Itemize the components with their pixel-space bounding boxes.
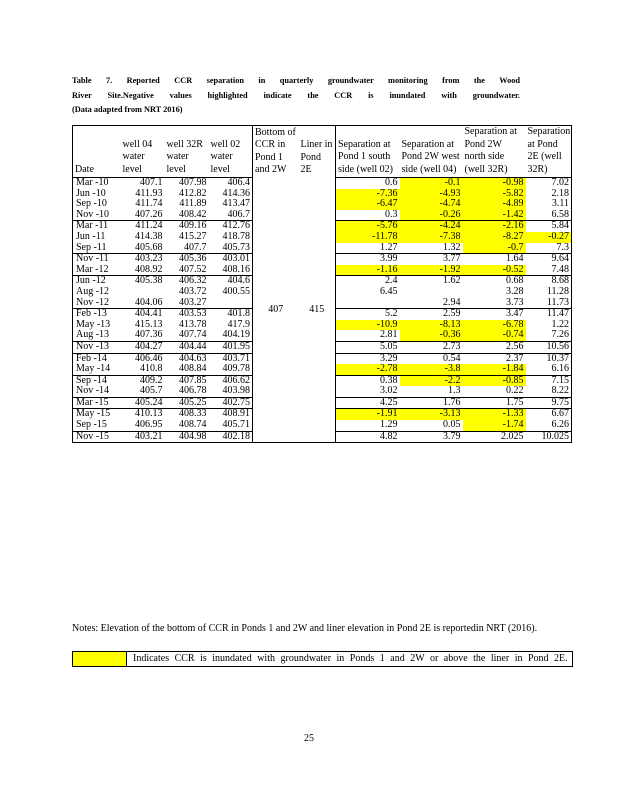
cell-sep-2w-west: -4.24 <box>400 221 463 232</box>
caption-line-1: Table 7. Reported CCR separation in quarterly groundwater monitoring from the Wood <box>72 76 520 85</box>
cell-well-32r: 403.72 <box>179 285 207 297</box>
cell-sep-2w-west: -1.92 <box>400 265 463 276</box>
cell-sep-2e: 1.22 <box>526 320 572 331</box>
cell-sep-2w-west: -7.38 <box>400 232 463 243</box>
cell-well-04 <box>121 287 165 298</box>
header-sep-2w-north: Separation at Pond 2W north side (well 32R) <box>463 126 526 178</box>
cell-well-02: 412.76 <box>209 221 253 232</box>
cell-sep-2e: 6.67 <box>526 409 572 420</box>
cell-sep-2w-west: -4.93 <box>400 189 463 200</box>
cell-sep-2w-west: 0.54 <box>400 353 463 364</box>
cell-well-32r: 407.74 <box>179 329 207 341</box>
cell-sep-pond-1: -1.16 <box>336 265 400 276</box>
cell-sep-2e: 7.26 <box>526 330 572 341</box>
highlight-legend <box>72 651 573 667</box>
cell-date: Mar -11 <box>73 221 121 232</box>
header-sep-2e: Separation at Pond 2E (well 32R) <box>526 126 572 178</box>
cell-date: Jun -11 <box>73 232 121 243</box>
cell-well-04: 414.38 <box>135 230 163 242</box>
cell-well-02: 408.91 <box>209 409 253 420</box>
cell-well-04: 404.27 <box>121 341 165 353</box>
cell-sep-pond-1: -1.91 <box>336 409 400 420</box>
cell-well-32r: 406.78 <box>179 385 207 397</box>
cell-date: Nov -11 <box>73 254 121 265</box>
cell-sep-pond-1: 3.02 <box>336 386 400 397</box>
cell-well-32r: 408.33 <box>165 409 209 420</box>
header-bottom-ccr: Bottom of CCR in Pond 1 and 2W <box>253 126 299 178</box>
cell-date: Aug -12 <box>73 287 121 298</box>
groundwater-separation-table <box>72 125 572 443</box>
cell-sep-2w-west: -3.13 <box>400 409 463 420</box>
cell-date: Jun -12 <box>73 276 121 287</box>
cell-sep-pond-1: 0.38 <box>336 375 400 386</box>
cell-well-02: 409.78 <box>222 363 250 375</box>
cell-well-32r: 407.7 <box>184 241 207 253</box>
cell-date: Feb -14 <box>73 353 121 364</box>
cell-well-02: 402.75 <box>209 397 253 409</box>
cell-bottom-ccr: 407 <box>253 178 299 443</box>
caption-line-3: (Data adapted from NRT 2016) <box>72 105 183 114</box>
cell-sep-pond-1: -2.78 <box>336 364 400 375</box>
cell-well-32r: 412.82 <box>179 187 207 199</box>
cell-well-32r: 404.98 <box>165 431 209 443</box>
cell-well-32r: 405.36 <box>165 254 209 265</box>
cell-well-32r: 415.27 <box>179 230 207 242</box>
cell-sep-2w-north: -1.74 <box>463 420 526 431</box>
cell-well-02: 414.36 <box>222 187 250 199</box>
cell-well-04: 404.41 <box>121 309 165 320</box>
cell-well-04: 410.13 <box>121 409 165 420</box>
cell-well-04: 407.26 <box>135 208 163 220</box>
cell-sep-2e: -0.27 <box>526 232 572 243</box>
cell-sep-2w-north: 0.68 <box>463 276 526 287</box>
table-notes: Notes: Elevation of the bottom of CCR in Ponds 1 and 2W and liner elevation in Pond 2E is reportedin NRT (2016). <box>72 623 538 634</box>
cell-date: Nov -12 <box>73 298 121 309</box>
cell-well-32r: 408.42 <box>179 208 207 220</box>
cell-well-32r: 404.44 <box>165 341 209 353</box>
cell-sep-2e: 9.64 <box>526 254 572 265</box>
cell-well-32r: 407.52 <box>179 263 207 275</box>
header-sep-2w-west: Separation at Pond 2W west side (well 04) <box>400 126 463 178</box>
cell-sep-2w-west: -4.74 <box>400 199 463 210</box>
cell-well-02: 418.78 <box>222 230 250 242</box>
cell-sep-2w-north: 3.47 <box>463 309 526 320</box>
cell-well-02: 403.01 <box>209 254 253 265</box>
cell-well-04: 406.95 <box>135 419 163 431</box>
cell-sep-2w-north: -5.82 <box>463 189 526 200</box>
cell-sep-2e: 9.75 <box>526 397 572 409</box>
cell-date: Nov -10 <box>73 210 121 221</box>
cell-date: May -15 <box>73 409 121 420</box>
cell-well-32r: 413.78 <box>179 318 207 330</box>
cell-well-32r: 404.63 <box>165 353 209 364</box>
cell-date: Mar -10 <box>73 178 121 189</box>
header-well-32r: well 32R water level <box>165 126 209 178</box>
cell-sep-2e: 7.15 <box>526 375 572 386</box>
cell-sep-2e: 10.025 <box>526 431 572 443</box>
cell-well-02: 404.19 <box>222 329 250 341</box>
cell-sep-2w-north: -1.42 <box>463 210 526 221</box>
cell-sep-2e: 7.48 <box>526 265 572 276</box>
cell-sep-2w-north: 2.56 <box>463 341 526 353</box>
cell-sep-2w-west: 1.62 <box>400 276 463 287</box>
cell-sep-2w-north: -0.52 <box>463 265 526 276</box>
cell-sep-2w-north: -1.33 <box>463 409 526 420</box>
cell-well-04: 409.2 <box>121 375 165 386</box>
cell-well-02: 404.6 <box>209 276 253 287</box>
cell-sep-2e: 10.56 <box>526 341 572 353</box>
cell-date: Jun -10 <box>73 189 121 200</box>
cell-well-04: 407.1 <box>121 178 165 189</box>
cell-sep-2w-north: -6.78 <box>463 320 526 331</box>
cell-sep-2w-west: -3.8 <box>400 364 463 375</box>
cell-well-32r: 406.32 <box>165 276 209 287</box>
cell-well-04: 411.74 <box>135 198 163 210</box>
cell-well-02: 402.18 <box>209 431 253 443</box>
cell-sep-2w-west: 1.76 <box>400 397 463 409</box>
cell-date: Nov -13 <box>73 341 121 353</box>
cell-date: Sep -15 <box>73 420 121 431</box>
cell-sep-pond-1: 4.25 <box>336 397 400 409</box>
cell-sep-2e: 6.16 <box>526 364 572 375</box>
header-liner: Liner in Pond 2E <box>299 126 336 178</box>
cell-sep-2e: 10.37 <box>526 353 572 364</box>
cell-well-04: 408.92 <box>135 263 163 275</box>
cell-well-02: 405.73 <box>222 241 250 253</box>
table-caption <box>72 74 520 118</box>
cell-well-32r: 407.98 <box>165 178 209 189</box>
cell-sep-2w-west: -8.13 <box>400 320 463 331</box>
cell-sep-2w-west: -2.2 <box>400 375 463 386</box>
cell-well-32r: 409.16 <box>165 221 209 232</box>
cell-sep-2w-west: 3.77 <box>400 254 463 265</box>
cell-well-02: 408.16 <box>222 263 250 275</box>
cell-sep-2w-west: 0.05 <box>443 419 461 431</box>
cell-date: Mar -15 <box>73 397 121 409</box>
cell-well-02: 406.7 <box>227 208 250 220</box>
cell-sep-pond-1: -6.47 <box>336 199 400 210</box>
cell-well-04: 405.24 <box>121 397 165 409</box>
cell-sep-pond-1: 3.29 <box>336 353 400 364</box>
cell-well-02: 406.4 <box>209 178 253 189</box>
cell-sep-2e: 8.22 <box>526 386 572 397</box>
cell-sep-pond-1: -5.76 <box>336 221 400 232</box>
cell-well-04: 411.24 <box>121 221 165 232</box>
cell-date: May -14 <box>73 364 121 375</box>
cell-sep-2w-west: 3.79 <box>400 431 463 443</box>
cell-sep-2w-north: -0.7 <box>463 243 526 254</box>
cell-well-02: 403.98 <box>222 385 250 397</box>
cell-date: Mar -12 <box>73 265 121 276</box>
legend-text: Indicates CCR is inundated with groundwater in Ponds 1 and 2W or above the liner in Pond 2E. <box>133 653 568 664</box>
cell-well-04: 405.38 <box>121 276 165 287</box>
cell-date: May -13 <box>73 320 121 331</box>
cell-date: Feb -13 <box>73 309 121 320</box>
cell-well-32r: 403.53 <box>165 309 209 320</box>
cell-sep-pond-1: 2.81 <box>336 330 400 341</box>
cell-sep-2w-west: 2.59 <box>400 309 463 320</box>
cell-well-04: 407.36 <box>135 329 163 341</box>
caption-line-2: River Site.Negative values highlighted indicate the CCR is inundated with groundwater. <box>72 90 520 100</box>
cell-sep-2e: 3.11 <box>526 199 572 210</box>
cell-date: Sep -10 <box>73 199 121 210</box>
legend-swatch <box>73 652 127 666</box>
cell-sep-2w-west: -0.36 <box>400 330 463 341</box>
cell-sep-2e: 11.28 <box>526 287 572 298</box>
cell-sep-pond-1: 0.3 <box>336 210 400 221</box>
header-well-02: well 02 water level <box>209 126 253 178</box>
cell-sep-2w-north: 3.73 <box>506 296 524 308</box>
cell-well-04: 403.21 <box>121 431 165 443</box>
cell-date: Aug -13 <box>73 330 121 341</box>
table-row <box>73 178 572 189</box>
cell-sep-2e: 11.73 <box>526 298 572 309</box>
cell-sep-2w-north: -4.89 <box>463 199 526 210</box>
cell-sep-2e: 6.58 <box>526 210 572 221</box>
cell-sep-2w-north: -0.85 <box>463 375 526 386</box>
cell-well-04: 415.13 <box>135 318 163 330</box>
page-number: 25 <box>304 733 314 744</box>
cell-well-32r: 403.27 <box>179 296 207 308</box>
cell-well-32r: 408.84 <box>179 363 207 375</box>
cell-sep-pond-1: 5.05 <box>336 341 400 353</box>
cell-sep-2w-north: -8.27 <box>463 232 526 243</box>
cell-well-02: 413.47 <box>222 198 250 210</box>
header-well-04: well 04 water level <box>121 126 165 178</box>
cell-sep-2w-west: 1.32 <box>443 241 461 253</box>
cell-sep-pond-1: -11.78 <box>336 232 400 243</box>
cell-well-04: 410.8 <box>140 363 163 375</box>
cell-sep-2w-west <box>400 287 463 298</box>
cell-sep-pond-1: -7.36 <box>336 189 400 200</box>
cell-date: Nov -14 <box>73 386 121 397</box>
cell-sep-2w-west: 2.94 <box>443 296 461 308</box>
cell-well-04: 411.93 <box>135 187 163 199</box>
cell-well-32r: 408.74 <box>179 419 207 431</box>
cell-sep-2w-north: 2.025 <box>463 431 526 443</box>
cell-well-04: 406.46 <box>121 353 165 364</box>
cell-sep-2w-west: -0.1 <box>400 178 463 189</box>
cell-sep-2e: 8.68 <box>526 276 572 287</box>
cell-sep-pond-1: 2.4 <box>336 276 400 287</box>
cell-well-02: 400.55 <box>222 285 250 297</box>
cell-sep-pond-1: 0.6 <box>336 178 400 189</box>
cell-sep-2e: 2.18 <box>526 189 572 200</box>
cell-sep-pond-1 <box>336 298 400 309</box>
cell-sep-2w-north: -0.98 <box>463 178 526 189</box>
cell-sep-pond-1: 1.27 <box>336 243 400 254</box>
cell-well-02: 406.62 <box>209 375 253 386</box>
cell-sep-2e: 11.47 <box>526 309 572 320</box>
cell-sep-2w-north: -1.84 <box>463 364 526 375</box>
cell-sep-2w-north: -0.74 <box>463 330 526 341</box>
cell-sep-2w-north: 0.22 <box>506 385 524 397</box>
cell-sep-pond-1: 4.82 <box>336 431 400 443</box>
cell-sep-2e: 5.84 <box>526 221 572 232</box>
cell-sep-2w-west: 2.73 <box>400 341 463 353</box>
cell-sep-2w-north: -2.16 <box>463 221 526 232</box>
cell-sep-2w-north: 1.64 <box>463 254 526 265</box>
cell-sep-2e: 7.3 <box>526 243 572 254</box>
cell-sep-pond-1: 3.99 <box>336 254 400 265</box>
cell-sep-pond-1: 1.29 <box>336 420 400 431</box>
cell-sep-2w-north: 3.28 <box>506 285 524 297</box>
cell-well-04: 403.23 <box>121 254 165 265</box>
cell-well-32r: 407.85 <box>165 375 209 386</box>
cell-well-02 <box>209 298 253 309</box>
cell-sep-pond-1: 6.45 <box>336 287 400 298</box>
cell-liner: 415 <box>299 178 336 443</box>
header-sep-pond-1: Separation at Pond 1 south side (well 02) <box>336 126 400 178</box>
cell-well-02: 417.9 <box>227 318 250 330</box>
cell-sep-2w-north: 1.75 <box>463 397 526 409</box>
cell-sep-2w-north: 2.37 <box>463 353 526 364</box>
cell-well-02: 405.71 <box>222 419 250 431</box>
cell-well-02: 401.95 <box>209 341 253 353</box>
cell-sep-2e: 6.26 <box>526 420 572 431</box>
cell-date: Sep -11 <box>73 243 121 254</box>
cell-sep-2w-west: -0.26 <box>400 210 463 221</box>
cell-well-04: 405.68 <box>135 241 163 253</box>
cell-well-04: 405.7 <box>140 385 163 397</box>
cell-well-04: 404.06 <box>135 296 163 308</box>
cell-sep-2w-west: 1.3 <box>448 385 461 397</box>
cell-date: Nov -15 <box>73 431 121 443</box>
cell-well-32r: 411.89 <box>179 198 207 210</box>
cell-sep-pond-1: -10.9 <box>336 320 400 331</box>
cell-well-02: 403.71 <box>209 353 253 364</box>
cell-well-32r: 405.25 <box>165 397 209 409</box>
cell-date: Sep -14 <box>73 375 121 386</box>
cell-sep-pond-1: 5.2 <box>336 309 400 320</box>
cell-well-02: 401.8 <box>209 309 253 320</box>
cell-sep-2e: 7.02 <box>526 178 572 189</box>
header-date: Date <box>73 126 121 178</box>
table-body <box>73 178 572 443</box>
